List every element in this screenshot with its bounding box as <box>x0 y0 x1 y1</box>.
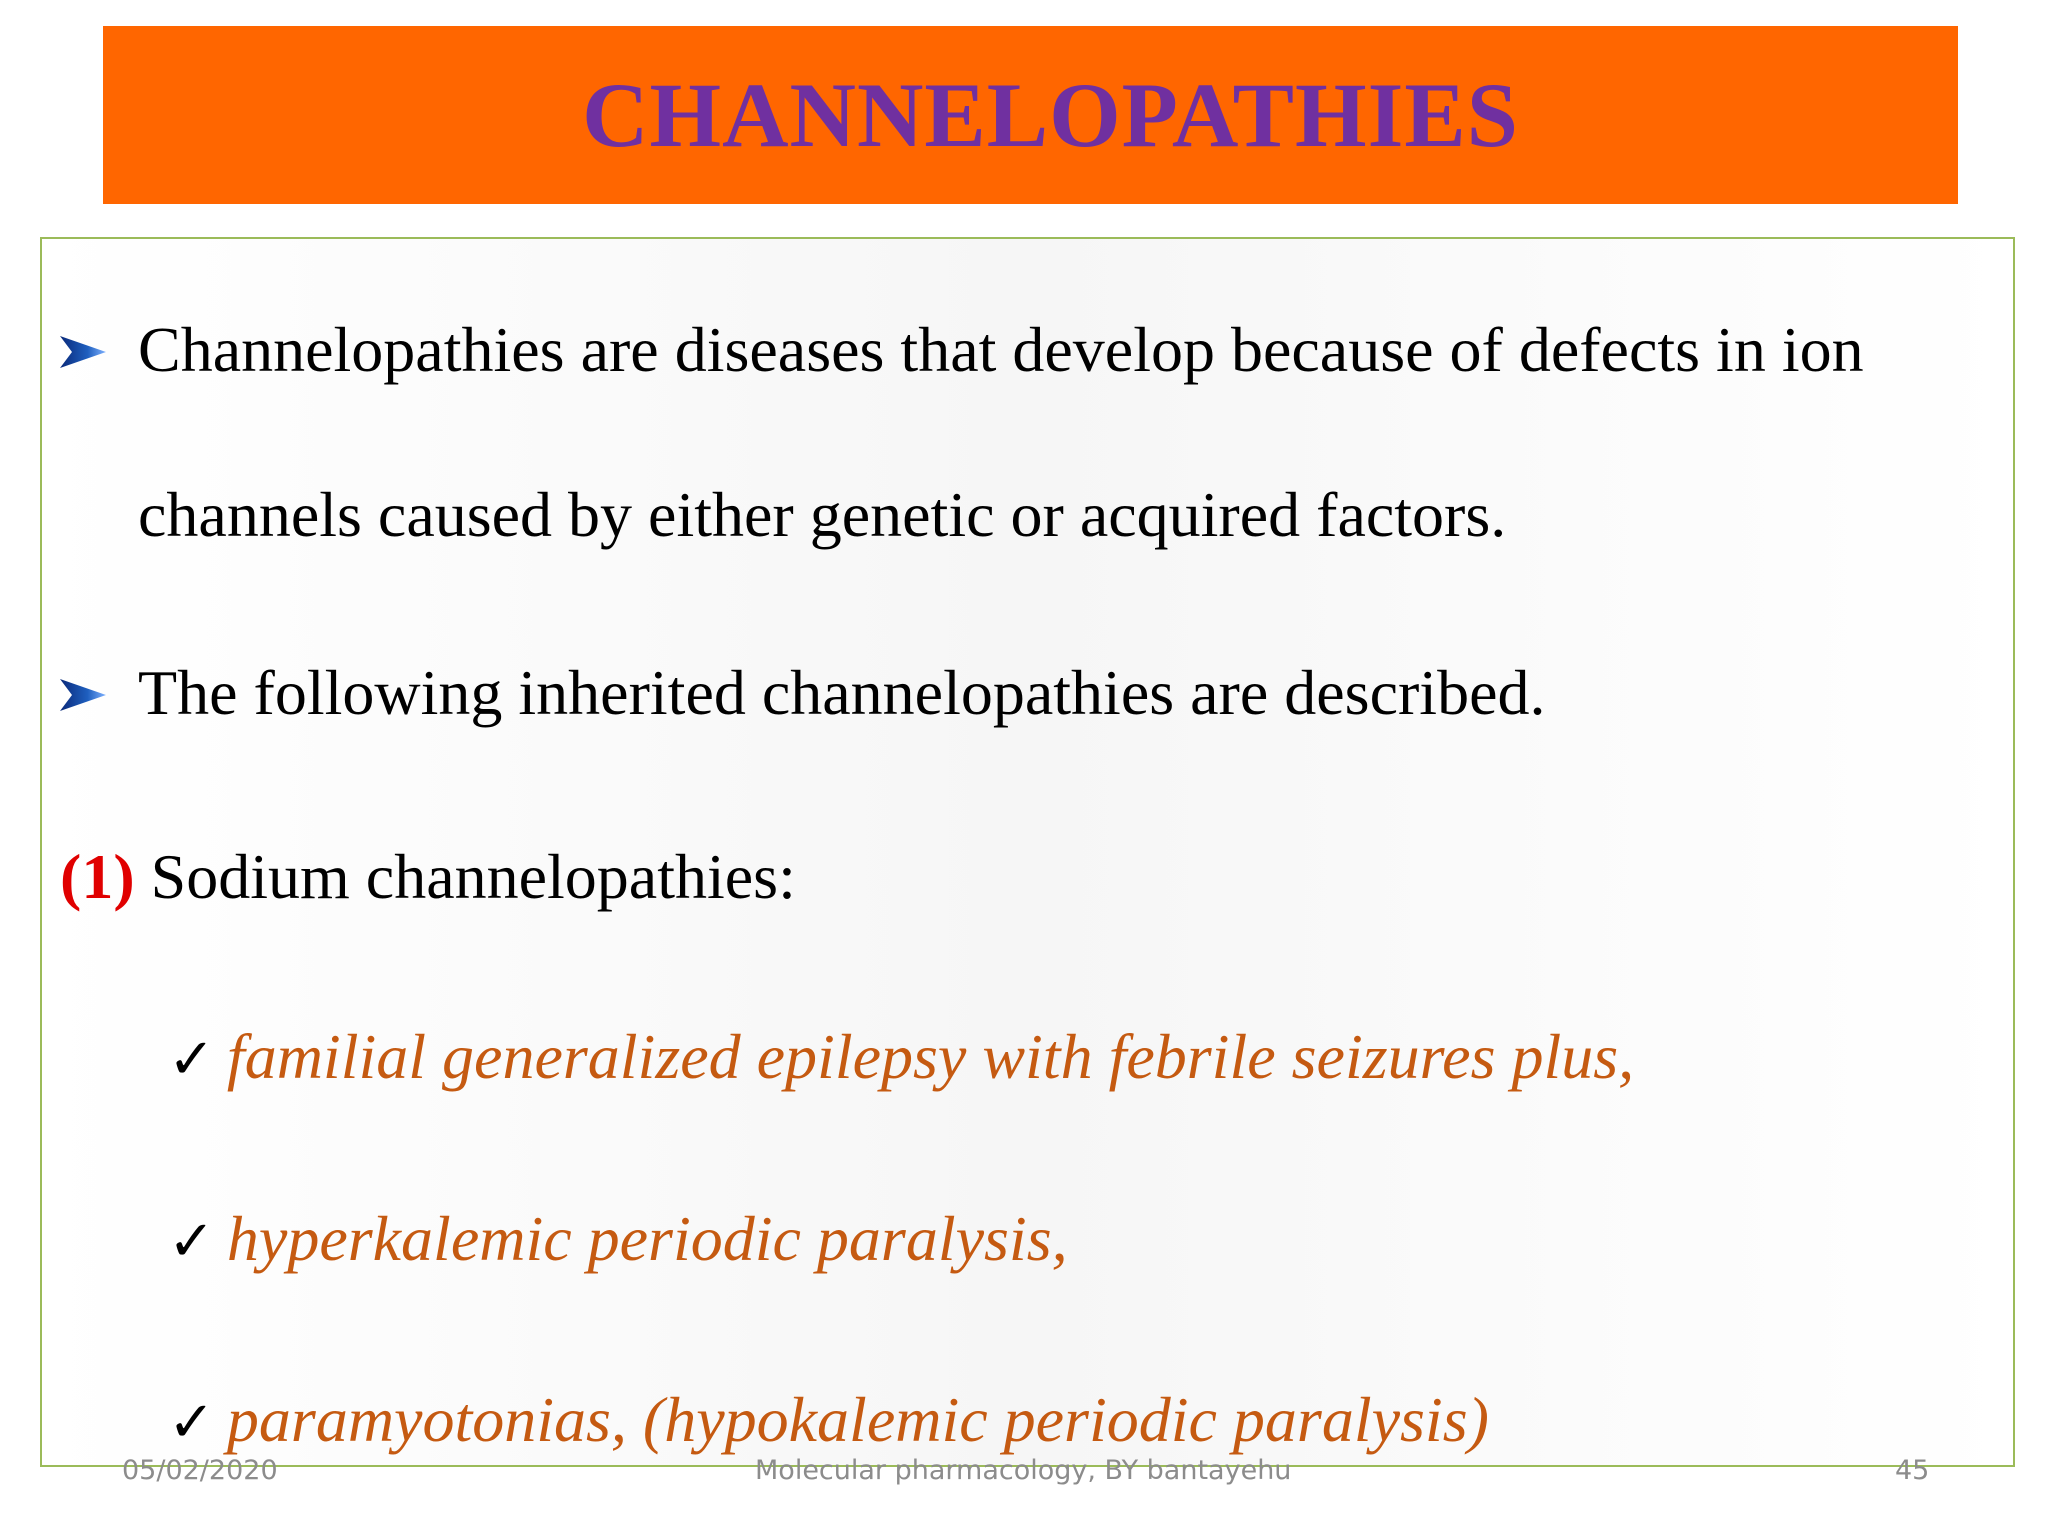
slide-title: CHANNELOPATHIES <box>582 64 1519 166</box>
section-label: Sodium channelopathies: <box>150 841 796 912</box>
check-icon: ✓ <box>168 1390 215 1455</box>
list-item-text: familial generalized epilepsy with febrile seizures plus, <box>226 1021 1635 1092</box>
list-item-text: paramyotonias, (hypokalemic periodic paralysis) <box>226 1384 1489 1455</box>
bullet-1-line-2: channels caused by either genetic or acquired factors. <box>138 479 1507 550</box>
footer-date: 05/02/2020 <box>122 1455 278 1486</box>
list-item <box>168 1384 1489 1455</box>
bullet-1-line-1: Channelopathies are diseases that develop because of defects in ion <box>138 314 1864 385</box>
footer-page-number: 45 <box>1895 1455 1930 1486</box>
check-icon: ✓ <box>168 1209 215 1274</box>
footer-center: Molecular pharmacology, BY bantayehu <box>755 1455 1292 1486</box>
check-icon: ✓ <box>168 1027 215 1092</box>
list-item <box>168 1203 1068 1274</box>
list-item-text: hyperkalemic periodic paralysis, <box>226 1203 1068 1274</box>
list-item <box>168 1021 1635 1092</box>
title-bar <box>103 26 1958 204</box>
arrow-bullet-icon <box>58 675 108 715</box>
section-number: (1) <box>60 841 135 912</box>
bullet-2-line-1: The following inherited channelopathies are described. <box>138 657 1546 728</box>
arrow-bullet-icon <box>58 332 108 372</box>
section-heading <box>60 841 796 912</box>
